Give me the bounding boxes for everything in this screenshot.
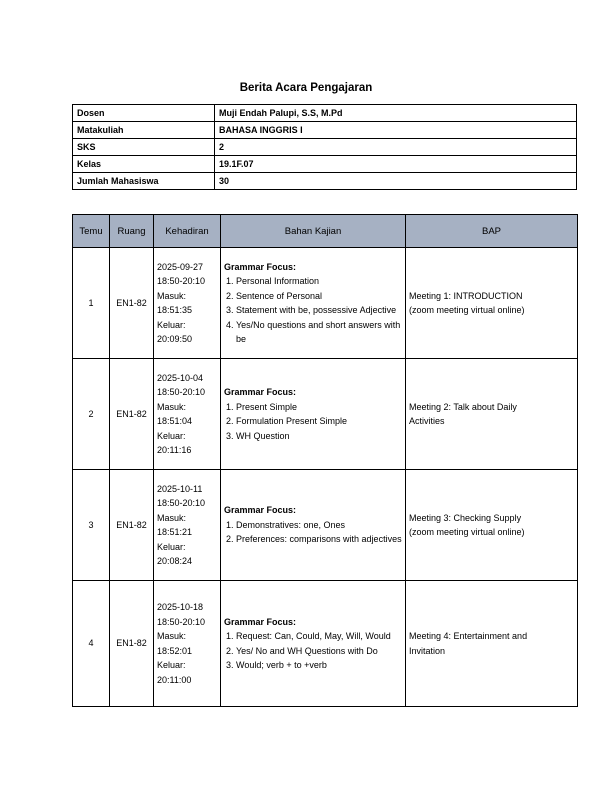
info-label: SKS bbox=[73, 139, 215, 156]
table-header-row bbox=[73, 215, 578, 248]
header-bahan-kajian: Bahan Kajian bbox=[221, 215, 406, 248]
header-ruang: Ruang bbox=[110, 215, 154, 248]
bahan-kajian-cell bbox=[221, 359, 406, 470]
bahan-item: 3. Statement with be, possessive Adjective bbox=[236, 303, 402, 318]
kehadiran-line: 18:50-20:10 bbox=[157, 387, 206, 397]
kehadiran-line: 20:09:50 bbox=[157, 334, 193, 344]
info-label: Dosen bbox=[73, 105, 215, 122]
kehadiran-line: Keluar: bbox=[157, 430, 186, 441]
info-value: 19.1F.07 bbox=[215, 156, 577, 173]
table-row bbox=[73, 359, 578, 470]
bap-line: Meeting 1: INTRODUCTION bbox=[409, 290, 523, 301]
kehadiran-line: 20:08:24 bbox=[157, 556, 193, 566]
kehadiran-line: 2025-10-04 bbox=[157, 372, 204, 383]
bap-cell bbox=[406, 359, 578, 470]
attendance-table bbox=[72, 214, 578, 707]
header-temu: Temu bbox=[73, 215, 110, 248]
kehadiran-line: 2025-10-11 bbox=[157, 483, 203, 494]
kehadiran-line: 18:51:21 bbox=[157, 527, 193, 537]
kehadiran-cell bbox=[154, 359, 221, 470]
grammar-focus-title: Grammar Focus: bbox=[224, 387, 297, 397]
bahan-list bbox=[224, 518, 402, 547]
header-bap: BAP bbox=[406, 215, 578, 248]
grammar-focus-title: Grammar Focus: bbox=[224, 616, 297, 627]
kehadiran-cell bbox=[154, 581, 221, 707]
info-value: Muji Endah Palupi, S.S, M.Pd bbox=[215, 105, 577, 122]
kehadiran-line: Keluar: bbox=[157, 319, 186, 330]
kehadiran-cell bbox=[154, 248, 221, 359]
kehadiran-line: 2025-09-27 bbox=[157, 261, 204, 272]
bahan-kajian-cell bbox=[221, 470, 406, 581]
temu-cell: 3 bbox=[73, 470, 110, 581]
bahan-list bbox=[224, 400, 402, 444]
ruang-cell: EN1-82 bbox=[110, 359, 154, 470]
ruang-cell: EN1-82 bbox=[110, 248, 154, 359]
temu-cell: 4 bbox=[73, 581, 110, 707]
kehadiran-line: Keluar: bbox=[157, 660, 186, 670]
bahan-kajian-cell bbox=[221, 581, 406, 707]
page-title: Berita Acara Pengajaran bbox=[239, 82, 373, 94]
bahan-item: 1. Demonstratives: one, Ones bbox=[236, 518, 402, 533]
bap-line: Meeting 4: Entertainment and bbox=[409, 631, 528, 641]
kehadiran-line: Keluar: bbox=[157, 541, 186, 552]
kehadiran-line: 18:51:04 bbox=[157, 416, 193, 426]
bahan-list bbox=[224, 274, 402, 347]
kehadiran-line: 2025-10-18 bbox=[157, 602, 204, 612]
bap-line: (zoom meeting virtual online) bbox=[409, 527, 525, 537]
info-value: BAHASA INGGRIS I bbox=[215, 122, 577, 139]
bahan-item: 2. Sentence of Personal bbox=[236, 289, 402, 304]
info-row bbox=[73, 105, 577, 122]
kehadiran-line: Masuk: bbox=[157, 401, 187, 412]
bahan-item: 3. WH Question bbox=[236, 429, 402, 444]
info-label: Kelas bbox=[73, 156, 215, 173]
info-label: Matakuliah bbox=[73, 122, 215, 139]
bahan-item: 2. Preferences: comparisons with adjectives bbox=[236, 532, 402, 547]
info-table bbox=[72, 104, 577, 190]
kehadiran-line: 18:50-20:10 bbox=[157, 276, 206, 286]
table-row bbox=[73, 248, 578, 359]
bahan-item: 3. Would; verb + to +verb bbox=[236, 658, 402, 673]
table-row bbox=[73, 470, 578, 581]
bap-line: Meeting 3: Checking Supply bbox=[409, 512, 522, 523]
kehadiran-line: 20:11:16 bbox=[157, 445, 192, 455]
bap-cell bbox=[406, 248, 578, 359]
kehadiran-line: 20:11:00 bbox=[157, 674, 192, 685]
bahan-item: 2. Formulation Present Simple bbox=[236, 414, 402, 429]
kehadiran-line: 18:50-20:10 bbox=[157, 616, 206, 627]
ruang-cell: EN1-82 bbox=[110, 581, 154, 707]
bap-line: Invitation bbox=[409, 645, 446, 656]
bap-line: Activities bbox=[409, 416, 445, 426]
bap-line: Meeting 2: Talk about Daily bbox=[409, 401, 517, 412]
info-row bbox=[73, 173, 577, 190]
bahan-kajian-cell bbox=[221, 248, 406, 359]
header-kehadiran: Kehadiran bbox=[154, 215, 221, 248]
bap-cell bbox=[406, 581, 578, 707]
kehadiran-cell bbox=[154, 470, 221, 581]
info-row bbox=[73, 139, 577, 156]
kehadiran-line: Masuk: bbox=[157, 631, 187, 641]
info-row bbox=[73, 122, 577, 139]
bahan-item: 1. Present Simple bbox=[236, 400, 402, 415]
bap-cell bbox=[406, 470, 578, 581]
bahan-item: 1. Personal Information bbox=[236, 274, 402, 289]
info-value: 30 bbox=[215, 173, 577, 190]
kehadiran-line: Masuk: bbox=[157, 512, 187, 523]
kehadiran-line: 18:52:01 bbox=[157, 645, 193, 656]
grammar-focus-title: Grammar Focus: bbox=[224, 261, 297, 272]
kehadiran-line: 18:50-20:10 bbox=[157, 498, 206, 508]
grammar-focus-title: Grammar Focus: bbox=[224, 505, 297, 516]
bap-line: (zoom meeting virtual online) bbox=[409, 305, 525, 315]
ruang-cell: EN1-82 bbox=[110, 470, 154, 581]
kehadiran-line: 18:51:35 bbox=[157, 305, 193, 315]
bahan-item: 1. Request: Can, Could, May, Will, Would bbox=[236, 629, 402, 644]
bahan-item: 2. Yes/ No and WH Questions with Do bbox=[236, 644, 402, 659]
temu-cell: 1 bbox=[73, 248, 110, 359]
info-row bbox=[73, 156, 577, 173]
kehadiran-line: Masuk: bbox=[157, 290, 187, 301]
table-row bbox=[73, 581, 578, 707]
bahan-item: 4. Yes/No questions and short answers with be bbox=[236, 318, 402, 347]
bahan-list bbox=[224, 629, 402, 673]
temu-cell: 2 bbox=[73, 359, 110, 470]
info-label: Jumlah Mahasiswa bbox=[73, 173, 215, 190]
info-value: 2 bbox=[215, 139, 577, 156]
